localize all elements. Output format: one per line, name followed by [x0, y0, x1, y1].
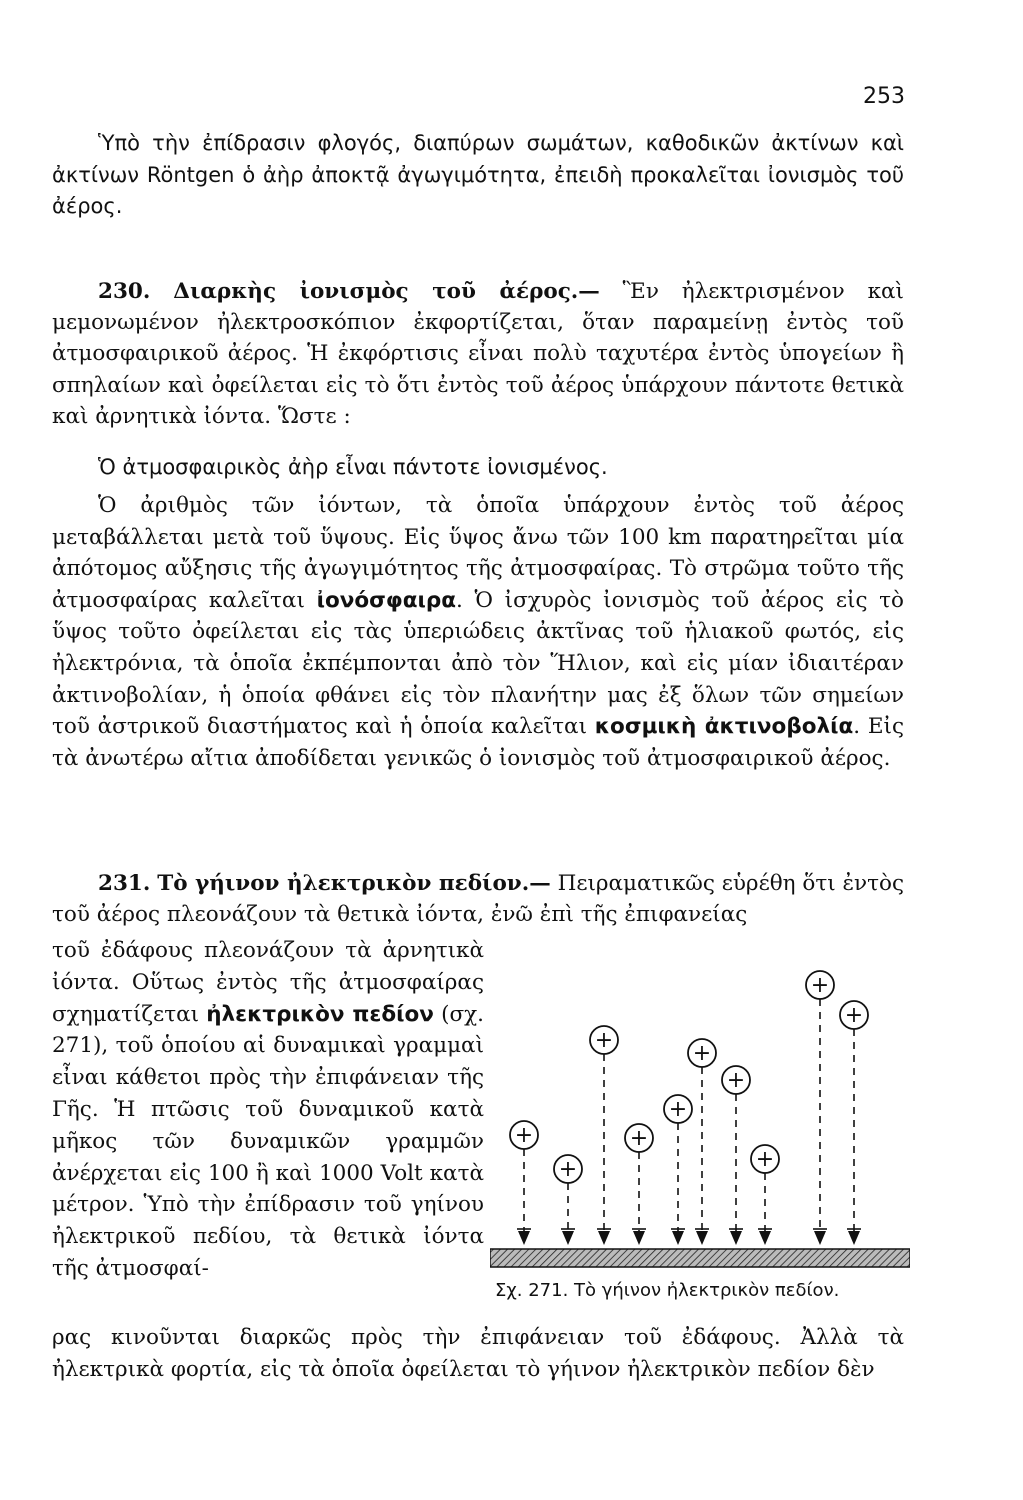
section-231-title: Τὸ γήινον ἠλεκτρικὸν πεδίον.—: [157, 871, 551, 896]
positive-charge-symbol: +: [594, 1028, 614, 1053]
field-arrow: [633, 1231, 645, 1245]
section-231-tail-text: ρας κινοῦνται διαρκῶς πρὸς τὴν ἐπιφάνειαν τοῦ ἐδάφους. Ἀλλὰ τὰ ἠλεκτρικὰ φορτία, εἰς τὰ ὁποῖα ὀφείλεται τὸ γήινον ἠλεκτρικὸν πεδίον δὲν: [52, 1325, 904, 1382]
field-arrow: [696, 1231, 708, 1245]
field-arrow: [730, 1231, 742, 1245]
section-231: [52, 868, 904, 931]
field-arrow: [562, 1231, 574, 1245]
field-arrow: [814, 1231, 826, 1245]
section-230-statement: Ὁ ἀτμοσφαιρικὸς ἀὴρ εἶναι πάντοτε ἰονισμένος.: [98, 455, 608, 479]
positive-charge-symbol: +: [558, 1157, 578, 1182]
section-230-paragraph: [52, 276, 904, 432]
section-230: [52, 276, 904, 432]
field-arrow: [598, 1231, 610, 1245]
section-231-lead: τοῦ ἐδάφους πλεονάζουν τὰ ἀρνητικὰ ἰόντα. Οὕτως ἐντὸς τῆς ἀτμοσφαίρας σχηματίζεται: [52, 938, 484, 1027]
page-number: 253: [863, 84, 905, 109]
positive-charge-symbol: +: [668, 1097, 688, 1122]
positive-charge-symbol: +: [844, 1003, 864, 1028]
section-230-paragraph-2-text: [52, 490, 904, 774]
positive-charge-symbol: +: [726, 1068, 746, 1093]
section-231-wrapped-paragraph: [52, 935, 484, 1285]
section-231-tail: [52, 1322, 904, 1385]
positive-charge-symbol: +: [810, 973, 830, 998]
positive-charge-symbol: +: [514, 1123, 534, 1148]
section-230-title: Διαρκὴς ἰονισμὸς τοῦ ἀέρος.—: [173, 279, 600, 304]
positive-charge-symbol: +: [755, 1147, 775, 1172]
figure-caption: Σχ. 271. Τὸ γήινον ἠλεκτρικὸν πεδίον.: [495, 1280, 840, 1301]
field-arrow: [672, 1231, 684, 1245]
cosmic-radiation-term: κοσμικὴ ἀκτινοβολία: [594, 714, 854, 740]
section-231-heading-line: [52, 868, 904, 931]
field-arrow: [759, 1231, 771, 1245]
section-231-wrapped-text: [52, 935, 484, 1285]
electric-field-term: ἠλεκτρικὸν πεδίον: [206, 1001, 434, 1027]
intro-paragraph: [52, 128, 904, 223]
para2-mid: . Ὁ ἰσχυρὸς ἰονισμὸς τοῦ ἀέρος εἰς τὸ ὕψος τοῦτο ὀφείλεται εἰς τὰς ὑπεριώδεις ἀκτῖνας τοῦ ἡλιακοῦ φωτός, εἰς ἠλεκτρόνια, τὰ ὁποῖα ἐκπέμπονται ἀπὸ τὸν Ἥλιον, καὶ εἰς μίαν ἰδιαιτέραν ἀκτινοβολίαν, ἡ ὁποία φθάνει εἰς τὸν πλανήτην μας ἐξ ὅλων τῶν σημείων τοῦ ἀστρικοῦ διαστήματος καὶ ἡ ὁποία καλεῖται: [52, 587, 904, 740]
para2-end: . Εἰς τὰ ἀνωτέρω αἴτια ἀποδίδεται γενικῶς ὁ ἰονισμὸς τοῦ ἀτμοσφαιρικοῦ ἀέρος.: [52, 714, 904, 771]
ground-surface: [490, 1249, 910, 1267]
para2-start: Ὁ ἀριθμὸς τῶν ἰόντων, τὰ ὁποῖα ὑπάρχουν ἐντὸς τοῦ ἀέρος μεταβάλλεται μετὰ τοῦ ὕψους. Εἰς ὕψος ἄνω τῶν 100 km παρατηρεῖται μία ἀπότομος αὔξησις τῆς ἀγωγιμότητος τῆς ἀτμοσφαίρας. Τὸ στρῶμα τοῦτο τῆς ἀτμοσφαίρας καλεῖται: [52, 493, 904, 613]
section-231-number: 231.: [98, 871, 151, 896]
section-230-number: 230.: [98, 279, 151, 304]
field-arrow: [518, 1231, 530, 1245]
intro-text: Ὑπὸ τὴν ἐπίδρασιν φλογός, διαπύρων σωμάτων, καθοδικῶν ἀκτίνων καὶ ἀκτίνων Röntgen ὁ ἀὴρ ἀποκτᾷ ἀγωγιμότητα, ἐπειδὴ προκαλεῖται ἰονισμὸς τοῦ ἀέρος.: [52, 131, 904, 218]
ionosphere-term: ἰονόσφαιρα: [316, 587, 456, 613]
section-230-body: Ἓν ἠλεκτρισμένον καὶ μεμονωμένον ἠλεκτροσκόπιον ἐκφορτίζεται, ὅταν παραμείνῃ ἐντὸς τοῦ ἀτμοσφαιρικοῦ ἀέρος. Ἡ ἐκφόρτισις εἶναι πολὺ ταχυτέρα ἐντὸς ὑπογείων ἢ σπηλαίων καὶ ὀφείλεται εἰς τὸ ὅτι ἐντὸς τοῦ ἀέρος ὑπάρχουν πάντοτε θετικὰ καὶ ἀρνητικὰ ἰόντα. Ὥστε :: [52, 279, 904, 429]
figure-271-earth-electric-field: [490, 955, 910, 1275]
positive-charge-symbol: +: [692, 1041, 712, 1066]
field-arrow: [848, 1231, 860, 1245]
section-231-middle: (σχ. 271), τοῦ ὁποίου αἱ δυναμικαὶ γραμμαὶ εἶναι κάθετοι πρὸς τὴν ἐπιφάνειαν τῆς Γῆς. Ἡ πτῶσις τοῦ δυναμικοῦ κατὰ μῆκος τῶν δυναμικῶν γραμμῶν ἀνέρχεται εἰς 100 ἢ καὶ 1000 Volt κατὰ μέτρον. Ὑπὸ τὴν ἐπίδρασιν τοῦ γηίνου ἠλεκτρικοῦ πεδίου, τὰ θετικὰ ἰόντα τῆς ἀτμοσφαί-: [52, 1001, 485, 1281]
charge-group: [510, 971, 868, 1245]
section-230-paragraph-2: [52, 490, 904, 774]
section-230-statement-block: [52, 452, 904, 484]
section-231-lead-1: Πειραματικῶς εὑρέθη ὅτι ἐντὸς τοῦ ἀέρος πλεονάζουν τὰ θετικὰ ἰόντα, ἐνῶ ἐπὶ τῆς ἐπιφανείας: [52, 871, 904, 928]
positive-charge-symbol: +: [629, 1126, 649, 1151]
